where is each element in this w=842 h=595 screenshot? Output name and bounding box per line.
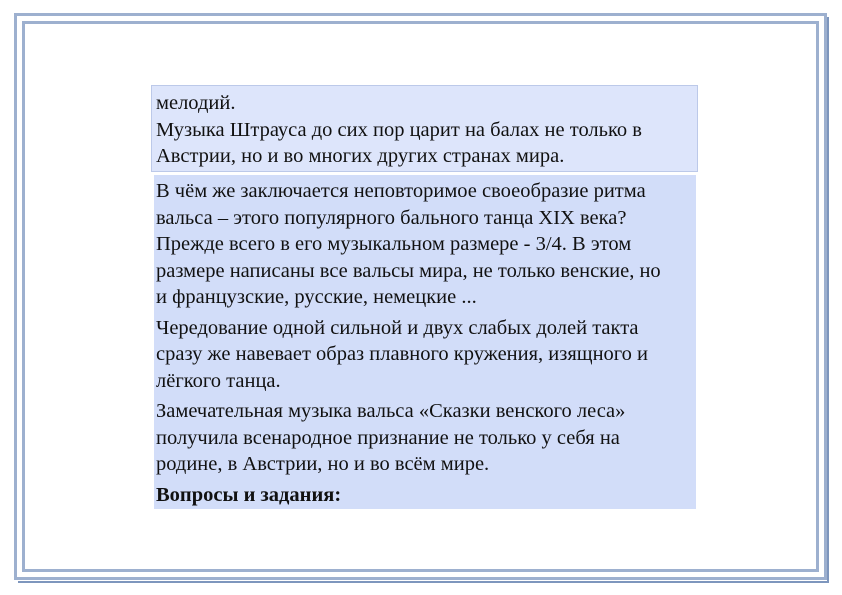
paragraph-rhythm (156, 178, 696, 311)
text-line: Замечательная музыка вальса «Сказки венского леса» (156, 400, 626, 422)
text-line: В чём же заключается неповторимое своеобразие ритма (156, 180, 646, 202)
text-line: Прежде всего в его музыкальном размере - 3/4. В этом (156, 233, 632, 255)
text-line: Музыка Штрауса до сих пор царит на балах не только в (156, 118, 642, 141)
text-line: родине, в Австрии, но и во всём мире. (156, 453, 490, 475)
text-line: Чередование одной сильной и двух слабых долей такта (156, 316, 639, 339)
text-line: Австрии, но и во многих других странах мира. (156, 145, 565, 167)
text-line: получила всенародное признание не только у себя на (156, 426, 620, 449)
text-line: сразу же навевает образ плавного кружения, изящного и (156, 343, 649, 365)
section-heading: Вопросы и задания: (156, 483, 342, 506)
text-box-top (151, 85, 698, 172)
text-box-main (154, 175, 696, 509)
text-line: и французские, русские, немецкие ... (156, 286, 477, 308)
paragraph-vienna-woods (156, 398, 696, 478)
paragraph-beats (156, 315, 696, 395)
text-line: вальса – этого популярного бального танца XIX века? (156, 206, 627, 229)
text-line: лёгкого танца. (156, 369, 281, 392)
text-line: мелодий. (156, 92, 236, 114)
text-line: размере написаны все вальсы мира, не только венские, но (156, 259, 661, 282)
